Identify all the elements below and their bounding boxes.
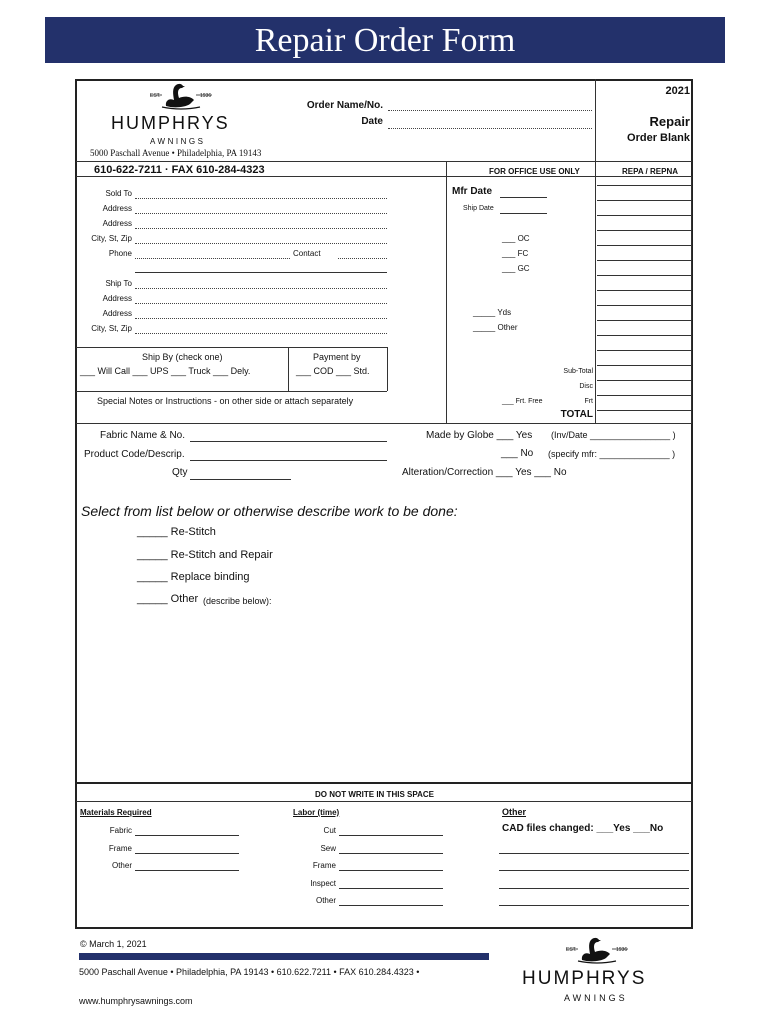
material-fabric-input[interactable] (135, 824, 239, 834)
material-fabric-label: Fabric (109, 826, 132, 835)
fabric-label: Fabric Name & No. (100, 430, 186, 441)
disc-label: Disc (579, 383, 593, 390)
repa-cell-line (597, 335, 691, 336)
order-name-input[interactable] (388, 99, 592, 109)
repa-cell-line (597, 410, 691, 411)
work-item-restitch[interactable]: _____ Re-Stitch (137, 526, 216, 538)
repa-cell-line (597, 275, 691, 276)
mfr-date-input[interactable] (500, 186, 547, 196)
repa-cell-line (597, 305, 691, 306)
payment-options[interactable]: ___ COD ___ Std. (296, 366, 370, 376)
labor-title: Labor (time) (293, 808, 340, 817)
footer-company-sub: AWNINGS (564, 993, 628, 1003)
subtotal-label: Sub-Total (563, 368, 593, 375)
alteration-correction[interactable]: Alteration/Correction ___ Yes ___ No (402, 467, 567, 478)
yds-option[interactable]: _____ Yds (473, 308, 512, 317)
total-label: TOTAL (560, 409, 593, 420)
company-sub: AWNINGS (150, 137, 206, 146)
repa-cell-line (597, 320, 691, 321)
product-code-input[interactable] (190, 449, 387, 459)
order-name-label: Order Name/No. (306, 100, 383, 111)
labor-sew-input[interactable] (339, 842, 443, 852)
ship-city-label: City, St, Zip (91, 324, 132, 333)
form-title-banner: Repair Order Form (45, 17, 725, 63)
phone-input[interactable] (135, 247, 290, 257)
sold-city-label: City, St, Zip (91, 234, 132, 243)
mfr-date-label: Mfr Date (452, 186, 493, 197)
repa-cell-line (597, 395, 691, 396)
gc-option[interactable]: ___ GC (502, 264, 530, 273)
website-link[interactable]: www.humphrysawnings.com (79, 996, 193, 1006)
product-code-label: Product Code/Descrip. (84, 449, 185, 460)
qty-input[interactable] (190, 467, 291, 477)
ship-to-label: Ship To (105, 279, 132, 288)
sold-address2-input[interactable] (135, 217, 387, 227)
work-item-replace-binding[interactable]: _____ Replace binding (137, 571, 250, 583)
ship-to-input[interactable] (135, 277, 387, 287)
repa-label: REPA / REPNA (622, 167, 679, 176)
labor-inspect-label: Inspect (310, 879, 336, 888)
form-year: 2021 (665, 85, 690, 97)
labor-cut-label: Cut (323, 826, 336, 835)
frt-label: Frt (584, 398, 593, 405)
repa-cell-line (597, 230, 691, 231)
other-option[interactable]: _____ Other (473, 323, 518, 332)
repa-cell-line (597, 365, 691, 366)
cad-files-changed[interactable]: CAD files changed: ___Yes ___No (502, 823, 664, 834)
repa-cell-line (597, 185, 691, 186)
repa-cell-line (597, 350, 691, 351)
specify-mfr: (specify mfr: ______________ ) (548, 449, 676, 459)
logo-tag-right: 1936 (200, 93, 212, 99)
material-frame-label: Frame (108, 844, 132, 853)
repa-cell-line (597, 245, 691, 246)
made-by-globe[interactable]: Made by Globe ___ Yes (426, 430, 533, 441)
work-heading: Select from list below or otherwise describe work to be done: (81, 503, 458, 519)
date-label: Date (361, 116, 383, 127)
special-notes: Special Notes or Instructions - on other side or attach separately (97, 396, 354, 406)
repa-cell-line (597, 260, 691, 261)
doc-type-repair: Repair (649, 114, 690, 129)
qty-label: Qty (172, 467, 188, 478)
materials-title: Materials Required (80, 808, 152, 817)
ship-address1-label: Address (102, 294, 132, 303)
work-item-restitch-repair[interactable]: _____ Re-Stitch and Repair (137, 549, 273, 561)
material-other-label: Other (111, 861, 132, 870)
material-frame-input[interactable] (135, 842, 239, 852)
sold-address2-label: Address (102, 219, 132, 228)
copyright: © March 1, 2021 (80, 939, 147, 949)
fabric-input[interactable] (190, 430, 387, 440)
sold-to-input[interactable] (135, 187, 387, 197)
repa-cell-line (597, 290, 691, 291)
labor-frame-label: Frame (312, 861, 336, 870)
ship-city-input[interactable] (135, 322, 387, 332)
repa-cell-line (597, 200, 691, 201)
date-input[interactable] (388, 116, 592, 126)
other-title: Other (502, 807, 527, 817)
sold-address1-input[interactable] (135, 202, 387, 212)
phone-label: Phone (108, 249, 132, 258)
work-other-note: (describe below): (203, 596, 272, 606)
sold-address1-label: Address (102, 204, 132, 213)
oc-option[interactable]: ___ OC (502, 234, 530, 243)
inv-date: (Inv/Date ________________ ) (551, 430, 676, 440)
contact-label: Contact (293, 249, 321, 258)
office-use-label: FOR OFFICE USE ONLY (489, 167, 580, 176)
frt-free-option[interactable]: ___ Frt. Free (502, 398, 543, 405)
ship-date-input[interactable] (500, 202, 547, 212)
footer-logo-tag-right: 1936 (616, 947, 628, 953)
company-address: 5000 Paschall Avenue • Philadelphia, PA 19143 (90, 148, 262, 158)
footer-bar (79, 953, 489, 960)
material-other-input[interactable] (135, 859, 239, 869)
logo-tag-left: EST. (150, 93, 161, 99)
ship-address2-input[interactable] (135, 307, 387, 317)
payment-title: Payment by (313, 352, 361, 362)
company-name: HUMPHRYS (111, 113, 230, 133)
repa-cell-line (597, 215, 691, 216)
ship-address2-label: Address (102, 309, 132, 318)
work-item-other[interactable]: _____ Other (137, 593, 199, 605)
repa-cell-line (597, 380, 691, 381)
footer-logo-tag-left: EST. (566, 947, 577, 953)
ship-by-options[interactable]: ___ Will Call ___ UPS ___ Truck ___ Dely. (80, 366, 251, 376)
ship-by-title: Ship By (check one) (142, 352, 223, 362)
fc-option[interactable]: ___ FC (502, 249, 529, 258)
doc-type-order-blank: Order Blank (627, 132, 690, 144)
labor-frame-input[interactable] (339, 859, 443, 869)
globe-no[interactable]: ___ No (501, 448, 534, 459)
footer-address: 5000 Paschall Avenue • Philadelphia, PA 19143 • 610.622.7211 • FAX 610.284.4323 • (79, 967, 420, 977)
footer-company-name: HUMPHRYS (522, 968, 647, 989)
labor-other-input[interactable] (339, 894, 443, 904)
ship-date-label: Ship Date (463, 205, 494, 212)
do-not-write-label: DO NOT WRITE IN THIS SPACE (315, 790, 434, 799)
sold-to-label: Sold To (105, 189, 132, 198)
labor-cut-input[interactable] (339, 824, 443, 834)
ship-address1-input[interactable] (135, 292, 387, 302)
labor-inspect-input[interactable] (339, 877, 443, 887)
company-phone-fax: 610-622-7211 · FAX 610-284-4323 (94, 164, 265, 176)
labor-sew-label: Sew (320, 844, 336, 853)
sold-city-input[interactable] (135, 232, 387, 242)
contact-input[interactable] (338, 247, 387, 257)
labor-other-label: Other (315, 896, 336, 905)
